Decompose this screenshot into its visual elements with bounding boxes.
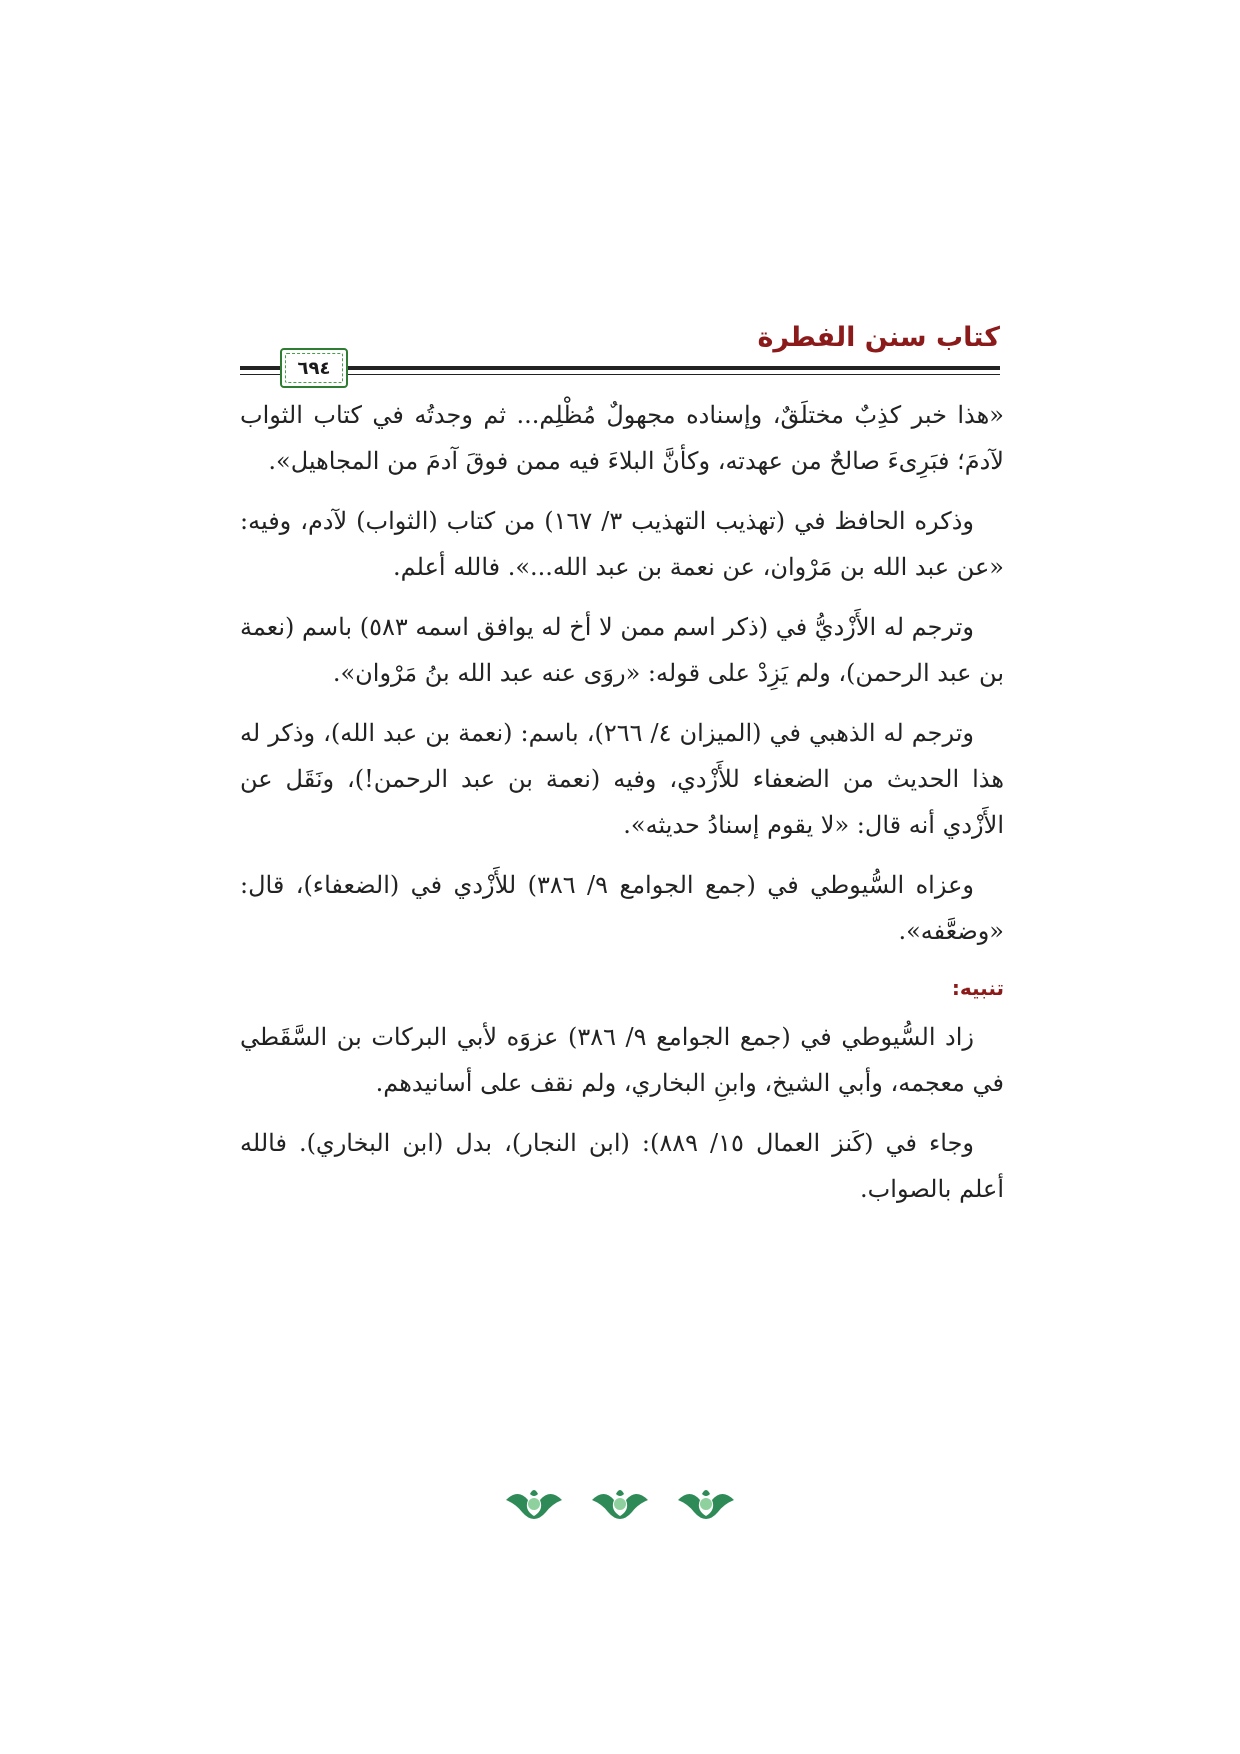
page-header [240, 318, 1000, 384]
note-paragraph-2: وجاء في (كَنز العمال ١٥/ ٨٨٩): (ابن النجار)، بدل (ابن البخاري). فالله أعلم بالصواب. [240, 1129, 1004, 1203]
floral-ornament-icon [676, 1486, 736, 1520]
end-ornaments [0, 1486, 1240, 1520]
header-rule-thick [248, 366, 1000, 370]
header-rule-left [240, 366, 272, 375]
note-paragraph-1: زاد السُّيوطي في (جمع الجوامع ٩/ ٣٨٦) عزوَه لأبي البركات بن السَّقَطي في معجمه، وأبي الشيخ، وابنِ البخاري، ولم نقف على أسانيدهم. [240, 1023, 1004, 1097]
page-number: ٦٩٤ [297, 357, 331, 379]
book-title: كتاب سنن الفطرة [757, 322, 1000, 353]
floral-ornament-icon [504, 1486, 564, 1520]
paragraph-tahdhib: وذكره الحافظ في (تهذيب التهذيب ٣/ ١٦٧) من كتاب (الثواب) لآدم، وفيه: «عن عبد الله بن مَرْوان، عن نعمة بن عبد الله...». فالله أعلم. [240, 507, 1004, 581]
floral-ornament-icon [590, 1486, 650, 1520]
note-heading: تنبيه: [951, 976, 1004, 1000]
paragraph-azdi: وترجم له الأَزْديُّ في (ذكر اسم ممن لا أخ له يوافق اسمه ٥٨٣) باسم (نعمة بن عبد الرحمن)، ولم يَزِدْ على قوله: «روَى عنه عبد الله بنُ مَرْوان». [240, 613, 1004, 687]
paragraph-suyuti: وعزاه السُّيوطي في (جمع الجوامع ٩/ ٣٨٦) للأَزْدي في (الضعفاء)، قال: «وضعَّفه». [240, 871, 1004, 945]
page-body [240, 392, 1004, 1212]
header-rule-thin [248, 374, 1000, 375]
page-number-frame [280, 348, 348, 388]
paragraph-mizan: وترجم له الذهبي في (الميزان ٤/ ٢٦٦)، باسم: (نعمة بن عبد الله)، وذكر له هذا الحديث من الضعفاء للأَزْدي، وفيه (نعمة بن عبد الرحمن!)، ونَقَل عن الأَزْدي أنه قال: «لا يقوم إسنادُ حديثه». [240, 719, 1004, 839]
paragraph-quote-continuation: «هذا خبر كذِبٌ مختلَقٌ، وإسناده مجهولٌ مُظْلِم... ثم وجدتُه في كتاب الثواب لآدمَ؛ فبَرِىءَ صالحٌ من عهدته، وكأنَّ البلاءَ فيه ممن فوقَ آدمَ من المجاهيل». [240, 401, 1004, 475]
